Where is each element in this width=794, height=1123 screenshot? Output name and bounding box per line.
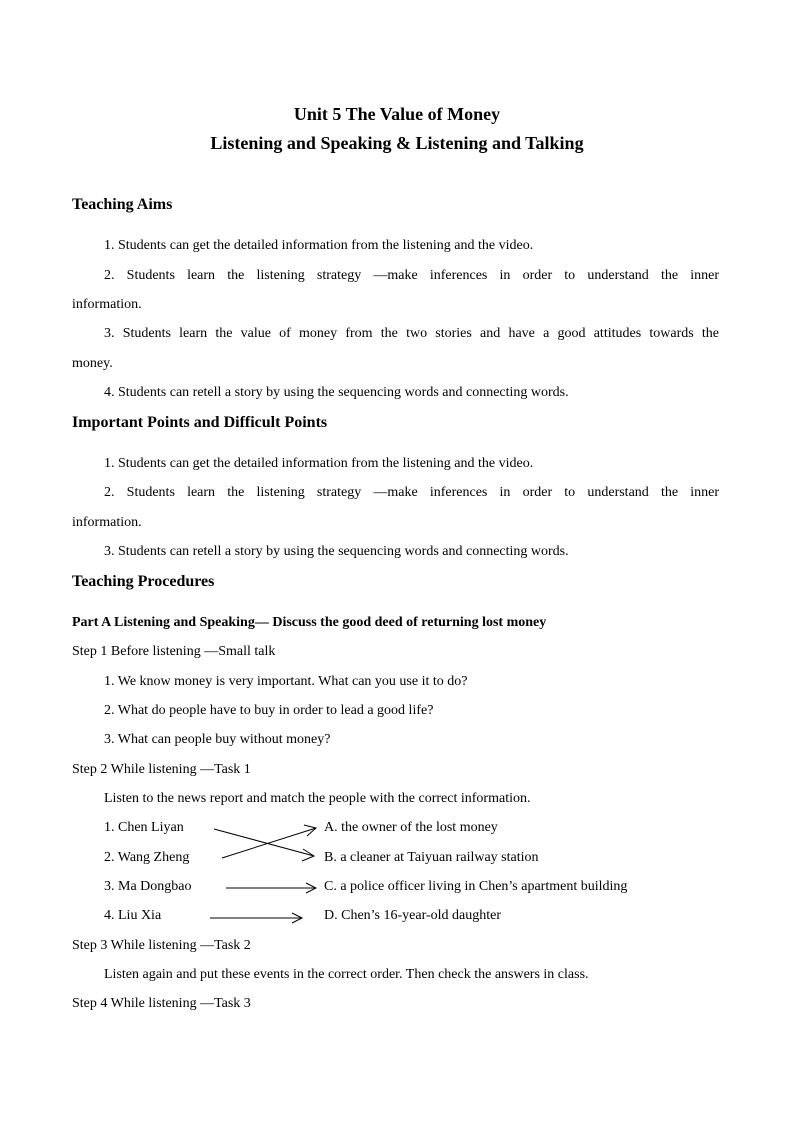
aims-item-2-line1: 2. Students learn the listening strategy —make inferences in order to understand the inner xyxy=(104,268,719,283)
aims-item-3-line2: money. xyxy=(72,356,113,371)
teaching-aims-heading: Teaching Aims xyxy=(72,196,173,213)
aims-item-3-line1: 3. Students learn the value of money from the two stories and have a good attitudes towards the xyxy=(104,326,719,341)
match-right-item: A. the owner of the lost money xyxy=(324,820,498,835)
important-points-heading: Important Points and Difficult Points xyxy=(72,414,328,431)
step-1-question-2: 2. What do people have to buy in order to lead a good life? xyxy=(104,703,434,718)
match-left-item: 1. Chen Liyan xyxy=(104,820,184,835)
points-item-1: 1. Students can get the detailed information from the listening and the video. xyxy=(104,456,534,471)
part-a-heading: Part A Listening and Speaking— Discuss the good deed of returning lost money xyxy=(72,615,547,630)
step-3: Step 3 While listening —Task 2 xyxy=(72,938,251,953)
arrow-wang-zheng-to-a xyxy=(222,828,316,858)
match-right-item: B. a cleaner at Taiyuan railway station xyxy=(324,850,539,865)
match-left-item: 2. Wang Zheng xyxy=(104,850,190,865)
step-1: Step 1 Before listening —Small talk xyxy=(72,644,276,659)
match-right-item: D. Chen’s 16-year-old daughter xyxy=(324,908,502,923)
match-right-item: C. a police officer living in Chen’s apartment building xyxy=(324,879,628,894)
aims-item-2-line2: information. xyxy=(72,297,142,312)
doc-title-line2: Listening and Speaking & Listening and Talking xyxy=(210,133,584,153)
points-item-2-line2: information. xyxy=(72,515,142,530)
step-1-question-1: 1. We know money is very important. What can you use it to do? xyxy=(104,674,468,689)
doc-title-line1: Unit 5 The Value of Money xyxy=(293,104,501,124)
aims-item-1: 1. Students can get the detailed information from the listening and the video. xyxy=(104,238,534,253)
match-left-item: 3. Ma Dongbao xyxy=(104,879,192,894)
points-item-3: 3. Students can retell a story by using the sequencing words and connecting words. xyxy=(104,544,569,559)
teaching-procedures-heading: Teaching Procedures xyxy=(72,573,215,590)
match-left-item: 4. Liu Xia xyxy=(104,908,162,923)
step-1-question-3: 3. What can people buy without money? xyxy=(104,732,331,747)
step-4: Step 4 While listening —Task 3 xyxy=(72,996,251,1011)
step-2-instruction: Listen to the news report and match the people with the correct information. xyxy=(104,791,531,806)
step-3-instruction: Listen again and put these events in the correct order. Then check the answers in class. xyxy=(104,967,589,982)
step-2: Step 2 While listening —Task 1 xyxy=(72,762,251,777)
arrow-chen-liyan-to-b xyxy=(214,829,314,856)
points-item-2-line1: 2. Students learn the listening strategy —make inferences in order to understand the inner xyxy=(104,485,719,500)
aims-item-4: 4. Students can retell a story by using the sequencing words and connecting words. xyxy=(104,385,569,400)
